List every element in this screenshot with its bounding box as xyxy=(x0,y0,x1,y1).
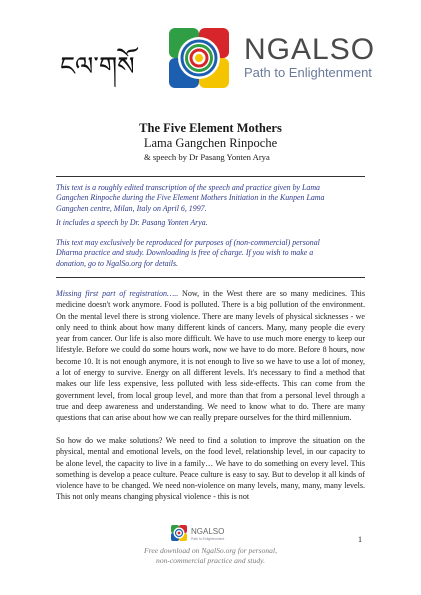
footer-line: Free download on NgalSo.org for personal, xyxy=(144,546,277,555)
page-header xyxy=(0,0,421,112)
footer-brand-tagline: Path to Enlightenment xyxy=(191,537,225,541)
intro-line: It includes a speech by Dr. Pasang Yonten Arya. xyxy=(56,218,208,228)
footer-logo-icon xyxy=(171,524,251,542)
notice-line: Dharma practice and study. Downloading is free of charge. If you wish to make a xyxy=(56,248,314,258)
footer-brand-name: NGALSO xyxy=(191,527,225,536)
footer-line: non-commercial practice and study. xyxy=(156,556,265,565)
author-line: & speech by Dr Pasang Yonten Arya xyxy=(144,152,270,162)
paragraph-body: Now, in the West there are so many medicines. This medicine doesn't work anymore. Food is polluted. There is a big pollution of the environment. On the mental level there is strong violence. There are many levels of physical sicknesses - we only need to think about how many different kinds of cancers. Many, many people die every year from cancer. Our life is also more difficult. We have to use much more energy to keep our lifestyle. Before we could do some hours work, now we have to do more. Before 8 hours, now become 10. It is not enough anymore, it is not enough to live so we have to use a lot of money, a lot of energy to survive. Energy on all different levels. It's necessary to find a method that makes our life less expensive, less polluted with less side-effects. This can come from the government level, from local group level, and more than that from a personal level through a true and deep awareness and understanding. We need to know what to do. There are many questions that can arise about how we can really prepare ourselves for the third millennium. xyxy=(56,289,365,423)
intro-line: Gangchen centre, Milan, Italy on April 6, 1997. xyxy=(56,203,207,213)
ngalso-logo-icon xyxy=(167,26,231,90)
brand-block xyxy=(244,34,375,80)
tibetan-script-logotype: ངལ་གསོ xyxy=(60,52,135,82)
brand-tagline: Path to Enlightenment xyxy=(244,65,372,80)
document-subtitle: Lama Gangchen Rinpoche xyxy=(143,136,278,150)
body-paragraph-1 xyxy=(56,288,365,424)
notice-block xyxy=(56,238,365,269)
brand-name: NGALSO xyxy=(244,33,376,66)
document-title: The Five Element Mothers xyxy=(139,121,282,135)
body-paragraph-2: So how do we make solutions? We need to find a solution to improve the situation on the physical, mental and emotional levels, on the food level, relationship level, in our capacity to be alone level, the capacity to live in a family… We have to do something on every level. This something is develop a peace culture. Peace culture is easy to say. But to develop it all kinds of violence have to be changed. We need non-violence on many levels, many, many, many levels. This not only means changing physical violence - this is not xyxy=(56,436,365,502)
divider-bottom xyxy=(56,277,365,278)
notice-line: donation, go to NgalSo.org for details. xyxy=(56,258,179,268)
intro-line: Gangchen Rinpoche during the Five Element Mothers Initiation in the Kunpen Lama xyxy=(56,193,325,203)
notice-line: This text may exclusively be reproduced for purposes of (non-commercial) personal xyxy=(56,238,320,247)
intro-block xyxy=(56,183,365,229)
paragraph-lead: Missing first part of registration….. xyxy=(56,289,179,298)
divider-top xyxy=(56,176,365,177)
title-block xyxy=(0,121,421,151)
footer-notice xyxy=(0,546,421,566)
page-number: 1 xyxy=(358,535,362,544)
intro-line: This text is a roughly edited transcription of the speech and practice given by Lama xyxy=(56,183,321,192)
